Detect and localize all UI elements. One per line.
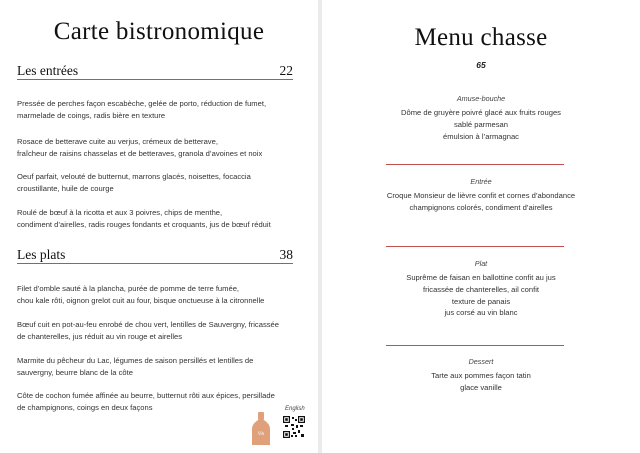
left-menu-page <box>0 0 318 453</box>
page-title: Menu chasse <box>414 24 548 51</box>
course-amuse-bouche: Amuse-bouche Dôme de gruyère poivré glacé aux fruits rouges sablé parmesan émulsion à l’armagnac <box>322 94 640 142</box>
course-label: Plat <box>474 259 488 268</box>
dish-item: Oeuf parfait, velouté de butternut, marrons glacés, noisettes, focaccia croustillante, huile de courge <box>17 172 251 193</box>
wine-bottle-icon <box>251 412 271 445</box>
course-divider <box>386 164 564 165</box>
dish-item: Bœuf cuit en pot-au-feu enrobé de chou vert, lentilles de Sauvergny, fricassée de chanterelles, jus réduit au vin rouge et airelles <box>17 320 279 341</box>
section-title: Les entrées <box>17 63 79 78</box>
course-plat: Plat Suprême de faisan en ballottine confit au jus fricassée de chanterelles, ail confit texture de panais jus corsé au vin blanc <box>322 259 640 319</box>
dish-item: Côte de cochon fumée affinée au beurre, butternut rôti aux épices, persillade de champignons, coings en deux façons <box>17 391 275 412</box>
menu-price: 65 <box>476 60 486 70</box>
course-divider <box>386 345 564 346</box>
bottle-label: Vin <box>257 432 265 437</box>
dish-item: Marmite du pêcheur du Lac, légumes de saison persillés et lentilles de sauvergny, beurre blanc de la côte <box>17 356 254 377</box>
dish-item: Rosace de betterave cuite au verjus, crémeux de betterave, fraîcheur de raisins chasselas et de betteraves, granola d’avoines et noix <box>17 137 263 158</box>
dish-item: Pressée de perches façon escabèche, gelée de porto, réduction de fumet, marmelade de coings, radis bière en texture <box>17 99 267 120</box>
course-label: Entrée <box>470 177 492 186</box>
section-divider <box>17 263 293 264</box>
qr-code-icon[interactable] <box>283 416 305 438</box>
section-price: 38 <box>279 247 293 262</box>
section-title: Les plats <box>17 247 66 262</box>
course-divider <box>386 246 564 247</box>
course-dessert: Dessert Tarte aux pommes façon tatin glace vanille <box>322 357 640 394</box>
dish-item: Roulé de bœuf à la ricotta et aux 3 poivres, chips de menthe, condiment d’airelles, radis rouges fondants et croquants, jus de bœuf réduit <box>17 208 271 229</box>
course-entree: Entrée Croque Monsieur de lièvre confit et cornes d’abondance champignons colorés, condiment d’airelles <box>322 177 640 214</box>
section-divider <box>17 79 293 80</box>
dish-item: Filet d’omble sauté à la plancha, purée de pomme de terre fumée, chou kale rôti, oignon grelot cuit au four, bisque onctueuse à la citronnelle <box>17 284 265 305</box>
course-label: Dessert <box>468 357 494 366</box>
section-price: 22 <box>279 63 293 78</box>
course-label: Amuse-bouche <box>456 94 506 103</box>
right-menu-page <box>322 0 640 453</box>
english-link-label[interactable]: English <box>285 406 305 412</box>
page-title: Carte bistronomique <box>53 18 265 45</box>
